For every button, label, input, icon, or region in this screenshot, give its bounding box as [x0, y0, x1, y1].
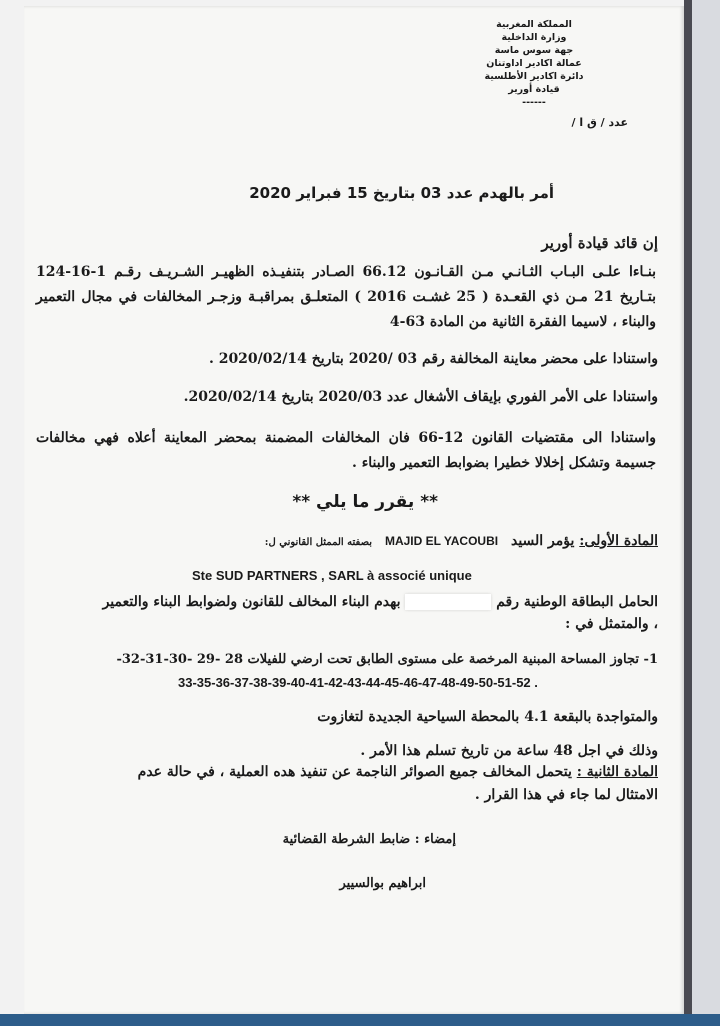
document-page	[24, 6, 684, 1014]
villa-numbers: 33-35-36-37-38-39-40-41-42-43-44-45-46-47-48-49-50-51-52 .	[178, 675, 538, 690]
demolition-order: بهدم البناء المخالف للقانون ولضوابط البناء والتعمير	[102, 594, 401, 610]
article-2-continuation: الامتثال لما جاء في هذا القرار .	[474, 787, 658, 803]
article-2-line	[138, 764, 658, 780]
paragraph-stop-order: واستنادا على الأمر الفوري بإيقاف الأشغال عدد 2020/03 بتاريخ 2020/02/14.	[183, 389, 658, 405]
letterhead-line: جهة سوس ماسة	[494, 45, 574, 56]
id-card-label: الحامل البطاقة الوطنية رقم	[496, 594, 658, 610]
article-1-order: يؤمر السيد	[510, 533, 575, 549]
capacity-text: بصفته الممثل القانوني ل:	[264, 537, 373, 548]
letterhead	[454, 18, 614, 109]
person-name: MAJID EL YACOUBI	[384, 534, 499, 548]
company-name: Ste SUD PARTNERS , SARL à associé unique	[192, 568, 472, 583]
consists-of-line: ، والمتمثل في :	[565, 616, 658, 632]
id-card-line	[103, 594, 658, 610]
letterhead-line: عمالة اكادير اداوتنان	[486, 58, 582, 69]
paragraph-violations: واستنادا الى مقتضيات القانون 12-66 فان المخالفات المضمنة بمحضر المعاينة أعلاه فهي مخالفات جسيمة وتشكل إخلالا خطيرا بضوابط التعمير والبناء .	[36, 430, 656, 471]
document-title: أمر بالهدم عدد 03 بتاريخ 15 فبراير 2020	[249, 184, 554, 202]
issuer-line: إن قائد قيادة أورير	[541, 234, 658, 252]
location-line: والمتواجدة بالبقعة 4.1 بالمحطة السياحية الجديدة لتغازوت	[317, 709, 658, 725]
article-2-label: المادة الثانية :	[576, 764, 658, 780]
paragraph-report: واستنادا على محضر معاينة المخالفة رقم 03 /2020 بتاريخ 2020/02/14 .	[208, 351, 658, 367]
background-right	[684, 0, 720, 1026]
paper-edge	[684, 0, 692, 1026]
paragraph-legal-basis: بنـاءا علـى البـاب الثـانـي مـن القـانـون 66.12 الصـادر بتنفيـذه الظهيـر الشـريـف رقـم 1-16-124 بتـاريخ 21 مـن ذي القعـدة ( 25 غشـت 2016 ) المتعلـق بمراقبـة وزجـر المخالفات في مجال التعمير والبناء ، لاسيما الفقرة الثانية من المادة 63-4	[36, 264, 656, 330]
letterhead-line: دائرة اكادير الأطلسية	[484, 71, 584, 82]
signatory-name: ابراهيم بوالسيير	[339, 876, 426, 891]
reference-number: عدد / ق ا /	[571, 116, 628, 129]
letterhead-line: قيادة أورير	[508, 84, 560, 95]
violation-item-1: 1- تجاوز المساحة المبنية المرخصة على مستوى الطابق تحت ارضي للفيلات 28 -29 -30-31-32-	[116, 652, 658, 667]
letterhead-line: وزارة الداخلية	[501, 32, 567, 43]
deadline-line: وذلك في اجل 48 ساعة من تاريخ تسلم هذا الأمر .	[360, 743, 658, 759]
background-bottom	[0, 1014, 720, 1026]
article-1-line	[265, 533, 658, 549]
letterhead-line: ------	[522, 97, 546, 108]
redacted-id-number	[405, 594, 491, 610]
article-2-text: يتحمل المخالف جميع الصوائر الناجمة عن تنفيذ هده العملية ، في حالة عدم	[137, 764, 572, 780]
decision-heading: ** يقرر ما يلي **	[292, 492, 438, 512]
signature-label: إمضاء : ضابط الشرطة القضائية	[282, 832, 456, 847]
article-1-label: المادة الأولى:	[579, 533, 658, 549]
letterhead-line: المملكة المغربية	[496, 19, 572, 30]
